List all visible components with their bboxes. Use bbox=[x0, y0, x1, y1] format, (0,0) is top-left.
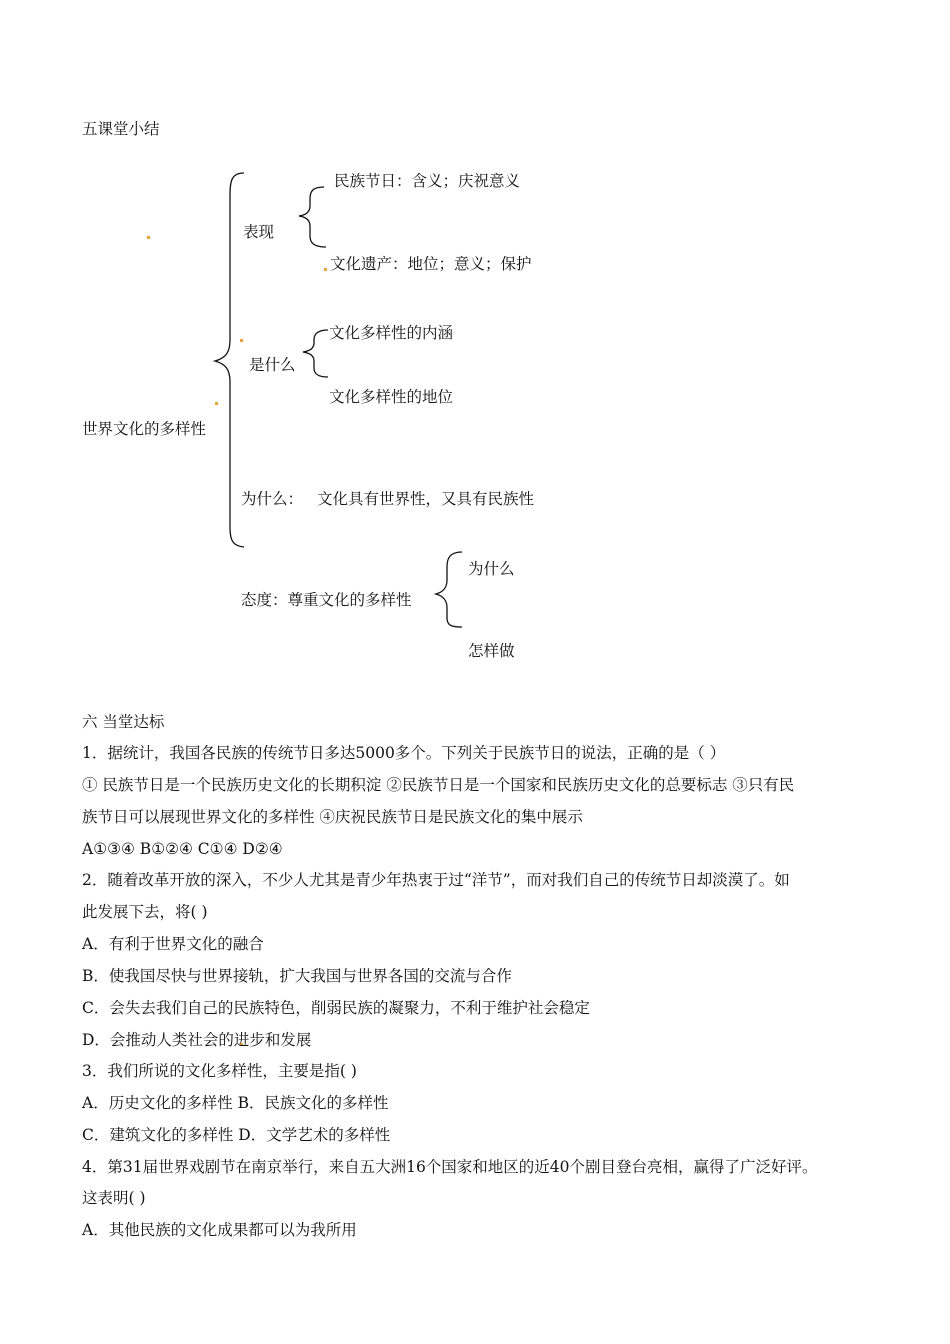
q2-option-d: D．会推动人类社会的进步和发展 bbox=[82, 1031, 312, 1049]
summary-heading: 五课堂小结 bbox=[82, 120, 160, 138]
q1-statement-line: 族节日可以展现世界文化的多样性 ④庆祝民族节日是民族文化的集中展示 bbox=[82, 808, 583, 826]
mind-map-root: 世界文化的多样性 bbox=[82, 420, 207, 438]
q2-stem-cont: 此发展下去，将( ) bbox=[82, 903, 208, 921]
branch-weishenme-label: 为什么： bbox=[241, 490, 304, 508]
branch-biaoxian-label: 表现 bbox=[243, 223, 275, 241]
shishenme-item-connotation: 文化多样性的内涵 bbox=[329, 324, 454, 342]
biaoxian-brace bbox=[299, 187, 326, 247]
shishenme-item-status: 文化多样性的地位 bbox=[329, 388, 454, 406]
branch-shishenme-label: 是什么 bbox=[249, 356, 296, 374]
weishenme-text: 文化具有世界性，又具有民族性 bbox=[317, 490, 535, 508]
q4-option-a: A．其他民族的文化成果都可以为我所用 bbox=[82, 1221, 357, 1239]
q3-options-ab: A．历史文化的多样性 B．民族文化的多样性 bbox=[82, 1094, 389, 1112]
marker-dot bbox=[240, 339, 243, 342]
q1-options: A①③④ B①②④ C①④ D②④ bbox=[82, 840, 283, 858]
q2-option-c: C．会失去我们自己的民族特色，削弱民族的凝聚力，不利于维护社会稳定 bbox=[82, 999, 590, 1017]
q3-options-cd: C．建筑文化的多样性 D．文学艺术的多样性 bbox=[82, 1126, 391, 1144]
q2-option-b: B．使我国尽快与世界接轨，扩大我国与世界各国的交流与合作 bbox=[82, 967, 512, 985]
q3-stem: 3．我们所说的文化多样性，主要是指( ) bbox=[82, 1062, 357, 1080]
biaoxian-item-heritage: 文化遗产：地位；意义；保护 bbox=[330, 255, 532, 273]
taidu-brace bbox=[436, 552, 462, 627]
q4-stem: 4．第31届世界戏剧节在南京举行，来自五大洲16个国家和地区的近40个剧目登台亮相，赢得了广泛好评。 bbox=[82, 1158, 818, 1176]
taidu-item-why: 为什么 bbox=[468, 560, 515, 578]
q2-option-a: A．有利于世界文化的融合 bbox=[82, 935, 264, 953]
q2-stem: 2．随着改革开放的深入，不少人尤其是青少年热衷于过“洋节”，而对我们自己的传统节日却淡漠了。如 bbox=[82, 871, 790, 889]
branch-taidu-label: 态度：尊重文化的多样性 bbox=[241, 591, 412, 609]
biaoxian-item-festival: 民族节日：含义；庆祝意义 bbox=[334, 172, 521, 190]
marker-dot bbox=[215, 402, 218, 405]
q1-stem: 1．据统计，我国各民族的传统节日多达5000多个。下列关于民族节日的说法，正确的是（ ） bbox=[82, 744, 726, 762]
shishenme-brace bbox=[303, 330, 328, 377]
taidu-item-how: 怎样做 bbox=[468, 642, 515, 660]
exercises-heading: 六 当堂达标 bbox=[82, 713, 165, 731]
marker-dot bbox=[324, 268, 327, 271]
q1-statement-line: ① 民族节日是一个民族历史文化的长期积淀 ②民族节日是一个国家和民族历史文化的总要标志 ③只有民 bbox=[82, 776, 795, 794]
q4-stem-cont: 这表明( ) bbox=[82, 1189, 146, 1207]
main-brace bbox=[215, 173, 244, 547]
marker-dot bbox=[147, 236, 150, 239]
